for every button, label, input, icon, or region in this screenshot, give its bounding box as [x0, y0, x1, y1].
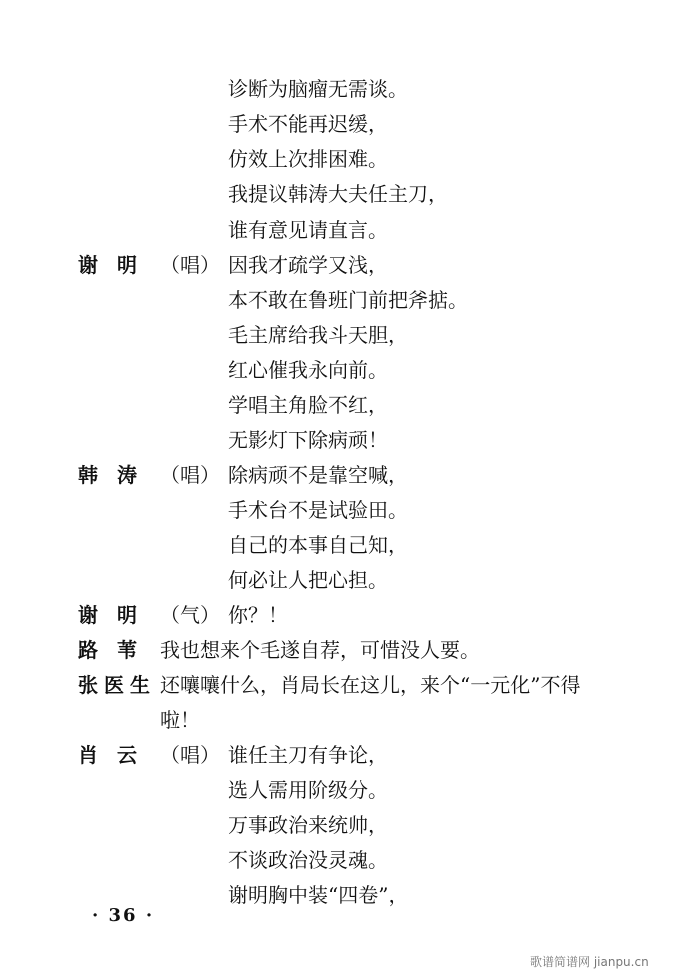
line-text: 谢明胸中装“四卷”，	[228, 883, 409, 907]
line-text: 我提议韩涛大夫任主刀，	[228, 182, 448, 206]
script-line	[0, 107, 690, 141]
script-line	[0, 738, 690, 772]
script-line	[0, 668, 690, 702]
stage-direction: （唱）	[160, 463, 220, 487]
speaker-name: 谢 明	[78, 253, 143, 277]
line-text: 毛主席给我斗天胆，	[228, 323, 408, 347]
line-text: 诊断为脑瘤无需谈。	[228, 77, 408, 101]
script-line	[0, 458, 690, 492]
line-text: 你？！	[228, 603, 288, 627]
script-line	[0, 528, 690, 562]
line-text: 我也想来个毛遂自荐，可惜没人要。	[160, 638, 480, 662]
script-line	[0, 703, 690, 737]
script-line	[0, 72, 690, 106]
line-text: 手术台不是试验田。	[228, 498, 408, 522]
script-line	[0, 213, 690, 247]
script-line	[0, 177, 690, 211]
line-text: 选人需用阶级分。	[228, 778, 388, 802]
script-line	[0, 808, 690, 842]
script-line	[0, 563, 690, 597]
line-text: 啦！	[160, 708, 200, 732]
line-text: 谁有意见请直言。	[228, 218, 388, 242]
line-text: 仿效上次排困难。	[228, 147, 388, 171]
page-number: · 36 ·	[92, 905, 155, 926]
stage-direction: （气）	[160, 603, 220, 627]
speaker-name: 张医生	[78, 673, 156, 697]
stage-direction: （唱）	[160, 743, 220, 767]
line-text: 红心催我永向前。	[228, 358, 388, 382]
script-line	[0, 353, 690, 387]
line-text: 何必让人把心担。	[228, 568, 388, 592]
script-line	[0, 388, 690, 422]
line-text: 万事政治来统帅，	[228, 813, 388, 837]
line-text: 自己的本事自己知，	[228, 533, 408, 557]
script-line	[0, 493, 690, 527]
script-line	[0, 142, 690, 176]
line-text: 学唱主角脸不红，	[228, 393, 388, 417]
watermark: 歌谱简谱网 jianpu.cn	[530, 955, 649, 969]
speaker-name: 肖 云	[78, 743, 143, 767]
script-line	[0, 843, 690, 877]
script-line	[0, 248, 690, 282]
line-text: 手术不能再迟缓，	[228, 112, 388, 136]
script-line	[0, 598, 690, 632]
speaker-name: 韩 涛	[78, 463, 143, 487]
speaker-name: 谢 明	[78, 603, 143, 627]
line-text: 除病顽不是靠空喊，	[228, 463, 408, 487]
script-line	[0, 318, 690, 352]
script-line	[0, 773, 690, 807]
line-text: 还嚷嚷什么，肖局长在这儿，来个“一元化”不得	[160, 673, 581, 697]
script-line	[0, 283, 690, 317]
line-text: 无影灯下除病顽！	[228, 428, 388, 452]
speaker-name: 路 苇	[78, 638, 143, 662]
line-text: 本不敢在鲁班门前把斧掂。	[228, 288, 468, 312]
line-text: 谁任主刀有争论，	[228, 743, 388, 767]
line-text: 因我才疏学又浅，	[228, 253, 388, 277]
stage-direction: （唱）	[160, 253, 220, 277]
script-line	[0, 423, 690, 457]
line-text: 不谈政治没灵魂。	[228, 848, 388, 872]
script-line	[0, 633, 690, 667]
